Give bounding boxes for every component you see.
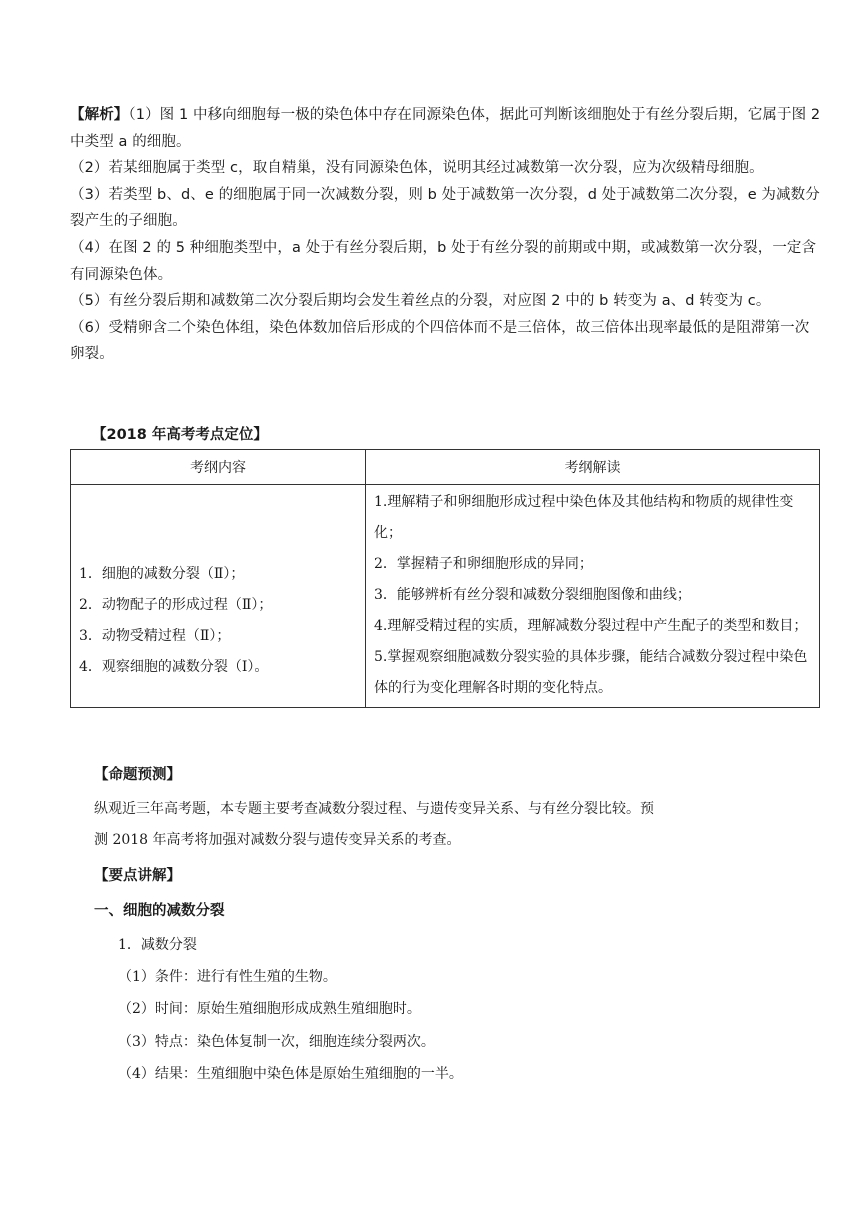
interpretation-item: 4.理解受精过程的实质，理解减数分裂过程中产生配子的类型和数目；	[374, 618, 808, 634]
analysis-paragraph-3: （3）若类型 b、d、e 的细胞属于同一次减数分裂，则 b 处于减数第一次分裂，d 处于减数第二次分裂，e 为减数分裂产生的子细胞。	[70, 186, 820, 230]
analysis-paragraph-1	[70, 102, 822, 155]
analysis-paragraph-5: （5）有丝分裂后期和减数第二次分裂后期均会发生着丝点的分裂，对应图 2 中的 b 转变为 a、d 转变为 c。	[70, 293, 771, 310]
content-item: 2．动物配子的形成过程（Ⅱ）；	[79, 597, 273, 613]
content-item: 3．动物受精过程（Ⅱ）；	[79, 628, 231, 644]
subsection-heading: 1．减数分裂	[118, 937, 197, 953]
list-item: （2）时间：原始生殖细胞形成成熟生殖细胞时。	[118, 1001, 421, 1017]
kaodian-title: 【2018 年高考考点定位】	[92, 427, 268, 443]
table-header-row	[71, 450, 820, 485]
prediction-text-line-1: 纵观近三年高考题，本专题主要考查减数分裂过程、与遗传变异关系、与有丝分裂比较。预	[94, 801, 654, 817]
analysis-paragraph-6: （6）受精卵含二个染色体组，染色体数加倍后形成的个四倍体而不是三倍体，故三倍体出现率最低的是阻滞第一次卵裂。	[70, 319, 810, 363]
table-cell-interpretation	[366, 485, 820, 708]
content-item: 1．细胞的减数分裂（Ⅱ）；	[79, 566, 245, 582]
analysis-text-1: （1）图 1 中移向细胞每一极的染色体中存在同源染色体，据此可判断该细胞处于有丝分裂后期，它属于图 2 中类型 a 的细胞。	[70, 107, 821, 150]
list-item: （4）结果：生殖细胞中染色体是原始生殖细胞的一半。	[118, 1066, 463, 1082]
interpretation-item: 1.理解精子和卵细胞形成过程中染色体及其他结构和物质的规律性变化；	[374, 494, 794, 541]
table-header-content: 考纲内容	[71, 450, 366, 485]
kaodian-table	[70, 449, 820, 708]
table-header-interpretation: 考纲解读	[366, 450, 820, 485]
section-heading: 一、细胞的减数分裂	[94, 903, 225, 919]
list-item: （1）条件：进行有性生殖的生物。	[118, 969, 337, 985]
interpretation-item: 3．能够辨析有丝分裂和减数分裂细胞图像和曲线；	[374, 587, 691, 603]
analysis-lead: 【解析】	[70, 107, 129, 123]
table-row	[71, 485, 820, 708]
interpretation-item: 5.掌握观察细胞减数分裂实验的具体步骤，能结合减数分裂过程中染色体的行为变化理解各时期的变化特点。	[374, 649, 808, 696]
interpretation-item: 2．掌握精子和卵细胞形成的异同；	[374, 556, 593, 572]
analysis-paragraph-4: （4）在图 2 的 5 种细胞类型中，a 处于有丝分裂后期，b 处于有丝分裂的前期或中期，或减数第一次分裂，一定含有同源染色体。	[70, 239, 817, 283]
table-cell-content	[71, 485, 366, 708]
analysis-paragraph-2: （2）若某细胞属于类型 c，取自精巢，没有同源染色体，说明其经过减数第一次分裂，应为次级精母细胞。	[70, 160, 764, 177]
content-item: 4．观察细胞的减数分裂（Ⅰ）。	[79, 659, 269, 675]
list-item: （3）特点：染色体复制一次，细胞连续分裂两次。	[118, 1034, 435, 1050]
analysis-section	[70, 102, 822, 368]
prediction-text-line-2: 测 2018 年高考将加强对减数分裂与遗传变异关系的考查。	[94, 832, 461, 848]
prediction-paragraph	[94, 794, 774, 856]
prediction-title: 【命题预测】	[94, 767, 181, 783]
points-title: 【要点讲解】	[94, 868, 181, 884]
